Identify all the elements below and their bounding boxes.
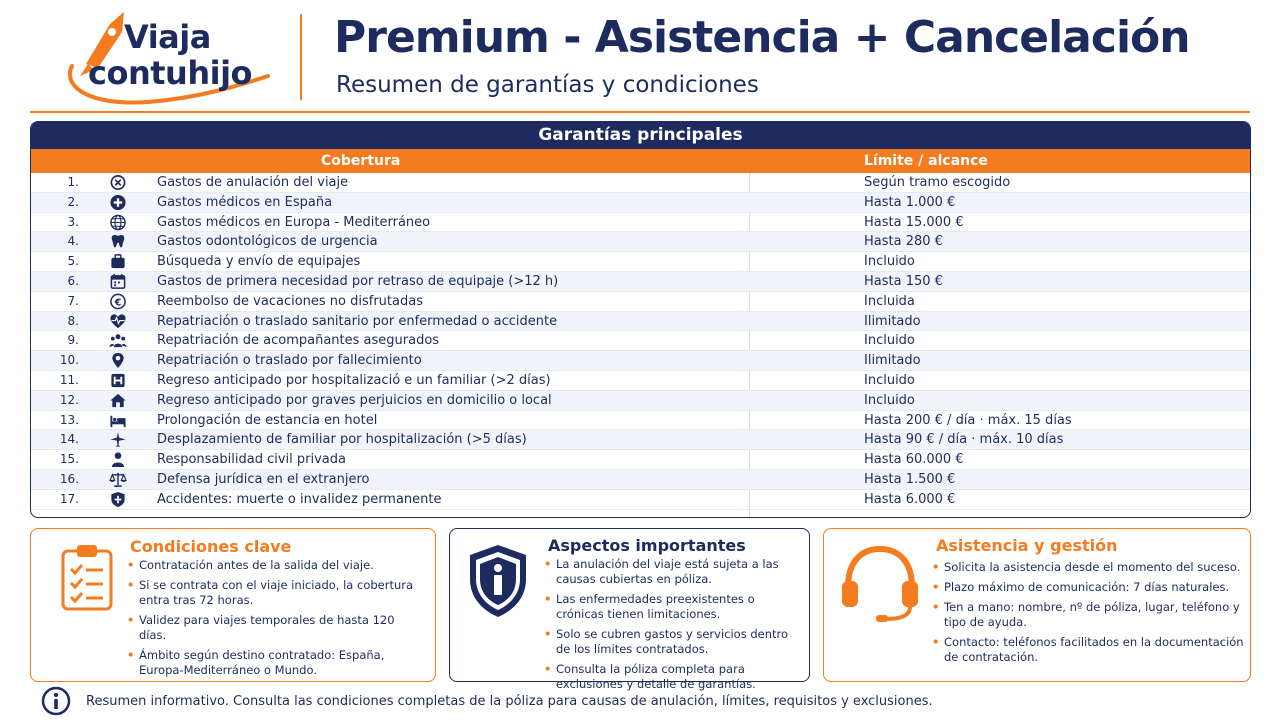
- list-item: • Las enfermedades preexistentes o crónicas tienen limitaciones.: [542, 592, 802, 622]
- row-number: 6.: [67, 273, 79, 288]
- header-rule: [30, 111, 1250, 113]
- brand-name-line2: contuhijo: [88, 54, 253, 92]
- panel-assistance: [823, 528, 1251, 682]
- panel-assistance-list: [930, 560, 1245, 670]
- tooth-icon: [109, 233, 127, 250]
- panel-important-title: Aspectos importantes: [548, 536, 746, 555]
- scales-icon: [109, 471, 127, 488]
- limit-cell: Incluido: [864, 392, 915, 408]
- bed-icon: [109, 412, 127, 429]
- table-row: [31, 331, 1250, 351]
- coverage-cell: Gastos odontológicos de urgencia: [157, 234, 378, 250]
- limit-cell: Ilimitado: [864, 353, 921, 369]
- row-number: 2.: [67, 194, 79, 209]
- coverage-cell: Reembolso de vacaciones no disfrutadas: [157, 293, 423, 309]
- limit-cell: Incluido: [864, 254, 915, 270]
- row-number: 12.: [59, 392, 79, 407]
- row-number: 9.: [67, 333, 79, 348]
- table-row: [31, 213, 1250, 233]
- person-icon: [109, 451, 127, 468]
- coverage-cell: Regreso anticipado por hospitalizació e un familiar (>2 días): [157, 372, 551, 388]
- brand-name-line1: Viaja: [124, 18, 211, 56]
- table-row: [31, 450, 1250, 470]
- column-header-limit: Límite / alcance: [864, 153, 988, 169]
- calendar-icon: [109, 273, 127, 290]
- row-number: 17.: [59, 491, 79, 506]
- row-number: 10.: [59, 353, 79, 368]
- list-item: • Contacto: teléfonos facilitados en la documentación de contratación.: [930, 635, 1245, 665]
- column-header-coverage: Cobertura: [321, 153, 401, 169]
- row-number: 13.: [59, 412, 79, 427]
- limit-cell: Incluido: [864, 372, 915, 388]
- clipboard-checklist-icon: [59, 541, 115, 613]
- group-icon: [109, 332, 127, 349]
- medical-cross-icon: [109, 194, 127, 211]
- table-row: [31, 232, 1250, 252]
- coverage-table: [30, 121, 1251, 518]
- footer-note: Resumen informativo. Consulta las condiciones completas de la póliza para causas de anulación, límites, requisitos y exclusiones.: [86, 694, 933, 709]
- table-row: [31, 351, 1250, 371]
- coverage-cell: Repatriación o traslado sanitario por enfermedad o accidente: [157, 313, 558, 329]
- table-row: [31, 470, 1250, 490]
- table-row: [31, 312, 1250, 332]
- limit-cell: Hasta 90 € / día · máx. 10 días: [864, 432, 1064, 448]
- list-item: • Validez para viajes temporales de hasta 120 días.: [125, 613, 425, 643]
- limit-cell: Hasta 60.000 €: [864, 452, 964, 468]
- limit-cell: Hasta 280 €: [864, 234, 943, 250]
- coverage-cell: Gastos de anulación del viaje: [157, 175, 349, 190]
- list-item: • Si se contrata con el viaje iniciado, la cobertura entra tras 72 horas.: [125, 578, 425, 608]
- hospital-icon: [109, 372, 127, 389]
- svg-text:€: €: [114, 297, 122, 309]
- coverage-cell: Gastos de primera necesidad por retraso de equipaje (>12 h): [157, 273, 559, 289]
- headset-icon: [838, 543, 922, 623]
- coverage-cell: Defensa jurídica en el extranjero: [157, 471, 370, 487]
- home-icon: [109, 392, 127, 409]
- coverage-cell: Desplazamiento de familiar por hospitalización (>5 días): [157, 432, 527, 448]
- table-row: [31, 193, 1250, 213]
- list-item: • La anulación del viaje está sujeta a las causas cubiertas en póliza.: [542, 557, 802, 587]
- table-row: [31, 173, 1250, 193]
- table-row: [31, 252, 1250, 272]
- table-title: Garantías principales: [31, 122, 1250, 149]
- limit-cell: Hasta 200 € / día · máx. 15 días: [864, 412, 1072, 428]
- table-row: [31, 411, 1250, 431]
- limit-cell: Hasta 15.000 €: [864, 214, 964, 230]
- row-number: 16.: [59, 471, 79, 486]
- row-number: 8.: [67, 313, 79, 328]
- shield-info-icon: [466, 543, 530, 619]
- list-item: • Ten a mano: nombre, nº de póliza, lugar, teléfono y tipo de ayuda.: [930, 600, 1245, 630]
- limit-cell: Hasta 1.000 €: [864, 194, 956, 210]
- row-number: 5.: [67, 254, 79, 269]
- limit-cell: Hasta 6.000 €: [864, 491, 956, 507]
- location-pin-icon: [109, 352, 127, 369]
- airplane-icon: [109, 431, 127, 448]
- header: [0, 0, 1280, 112]
- row-number: 4.: [67, 234, 79, 249]
- coverage-cell: Responsabilidad civil privada: [157, 452, 346, 468]
- panel-important: [449, 528, 810, 691]
- brand-logo: [58, 6, 288, 106]
- row-number: 14.: [59, 432, 79, 447]
- panel-important-list: [542, 557, 802, 697]
- coverage-cell: Repatriación de acompañantes asegurados: [157, 333, 440, 349]
- coverage-cell: Regreso anticipado por graves perjuicios en domicilio o local: [157, 392, 552, 408]
- limit-cell: Hasta 1.500 €: [864, 471, 956, 487]
- coverage-cell: Accidentes: muerte o invalidez permanente: [157, 491, 442, 507]
- list-item: • Ámbito según destino contratado: España, Europa-Mediterráneo o Mundo.: [125, 648, 425, 678]
- panel-conditions-list: [125, 558, 425, 683]
- row-number: 11.: [59, 372, 79, 387]
- coverage-cell: Gastos médicos en Europa - Mediterráneo: [157, 214, 431, 230]
- row-number: 15.: [59, 452, 79, 467]
- limit-cell: Hasta 150 €: [864, 273, 943, 289]
- limit-cell: Según tramo escogido: [864, 175, 1011, 190]
- page-subtitle: Resumen de garantías y condiciones: [336, 72, 759, 98]
- table-row: [31, 371, 1250, 391]
- row-number: 3.: [67, 214, 79, 229]
- limit-cell: Incluido: [864, 333, 915, 349]
- euro-coin-icon: [109, 293, 127, 310]
- limit-cell: Incluida: [864, 293, 915, 309]
- list-item: • Solicita la asistencia desde el momento del suceso.: [930, 560, 1245, 575]
- row-number: 7.: [67, 293, 79, 308]
- globe-icon: [109, 214, 127, 231]
- panel-assistance-title: Asistencia y gestión: [936, 536, 1118, 555]
- coverage-cell: Prolongación de estancia en hotel: [157, 412, 378, 428]
- x-circle-icon: [109, 174, 127, 191]
- table-row: [31, 430, 1250, 450]
- table-row: [31, 391, 1250, 411]
- table-header: [31, 149, 1250, 173]
- coverage-cell: Gastos médicos en España: [157, 194, 333, 210]
- info-icon: [41, 686, 71, 716]
- row-number: 1.: [67, 175, 79, 189]
- panel-conditions-title: Condiciones clave: [130, 537, 292, 556]
- luggage-icon: [109, 253, 127, 270]
- heartbeat-icon: [109, 313, 127, 330]
- header-divider: [300, 14, 302, 100]
- coverage-cell: Repatriación o traslado por fallecimiento: [157, 353, 422, 369]
- page-title: Premium - Asistencia + Cancelación: [334, 12, 1190, 63]
- coverage-cell: Búsqueda y envío de equipajes: [157, 254, 361, 270]
- limit-cell: Ilimitado: [864, 313, 921, 329]
- table-row: [31, 272, 1250, 292]
- list-item: • Plazo máximo de comunicación: 7 días naturales.: [930, 580, 1245, 595]
- panel-conditions: [30, 528, 436, 682]
- table-row: [31, 490, 1250, 510]
- list-item: • Contratación antes de la salida del viaje.: [125, 558, 425, 573]
- table-body: [31, 173, 1250, 510]
- table-row: [31, 292, 1250, 312]
- list-item: • Consulta la póliza completa para exclusiones y detalle de garantías.: [542, 662, 802, 692]
- shield-icon: [109, 491, 127, 508]
- list-item: • Solo se cubren gastos y servicios dentro de los límites contratados.: [542, 627, 802, 657]
